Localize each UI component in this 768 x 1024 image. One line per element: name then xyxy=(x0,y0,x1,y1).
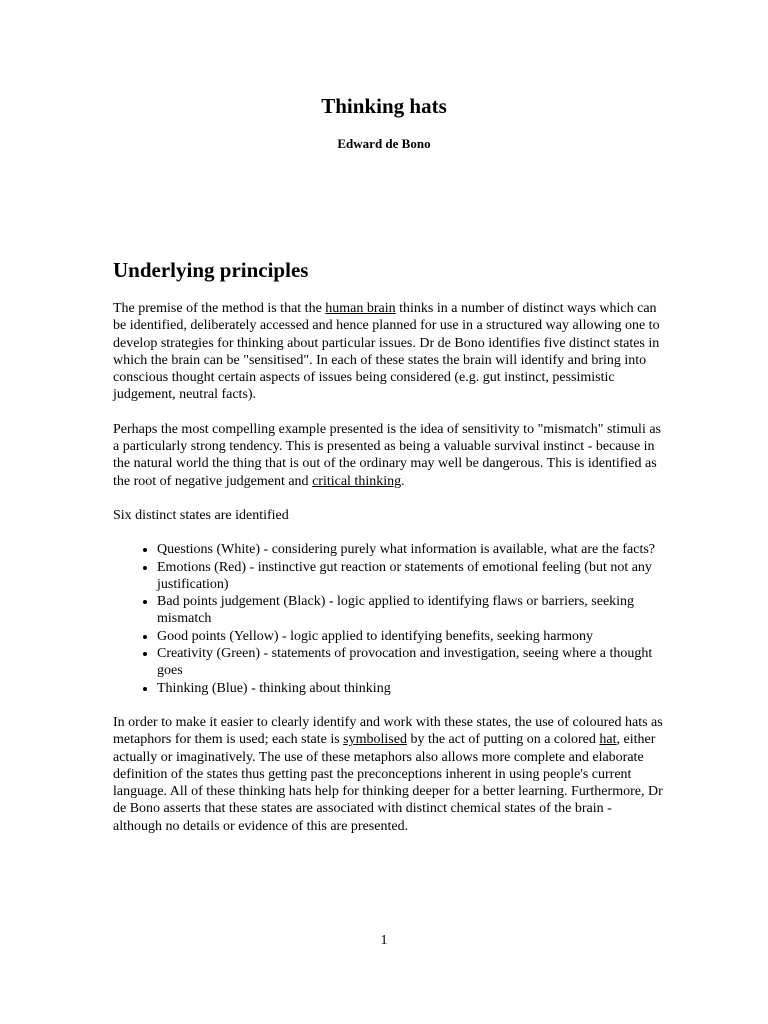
document-author: Edward de Bono xyxy=(337,136,431,151)
list-item: • Creativity (Green) - statements of provocation and investigation, seeing where a thought goes xyxy=(157,645,663,680)
link-critical-thinking[interactable]: critical thinking xyxy=(312,473,402,489)
paragraph-mismatch: Perhaps the most compelling example presented is the idea of sensitivity to "mismatch" stimuli as a particularly strong tendency. This is presented as being a valuable survival instinct - because in the natural world the thing that is out of the ordinary may well be dangerous. This is identified as the root of negative judgement and critical thinking. xyxy=(113,421,661,489)
paragraph-premise: The premise of the method is that the human brain thinks in a number of distinct ways which can be identified, deliberately accessed and hence planned for use in a structured way allowing one to develop strategies for thinking about particular issues. Dr de Bono identifies five distinct states in which the brain can be "sensitised". In each of these states the brain will identify and bring into conscious thought certain aspects of issues being considered (e.g. gut instinct, pessimistic judgement, neutral facts). xyxy=(113,301,660,403)
list-item: • Questions (White) - considering purely what information is available, what are the facts? xyxy=(157,541,663,558)
section-heading: Underlying principles xyxy=(113,258,309,282)
page-number: 1 xyxy=(380,933,388,948)
list-item: • Bad points judgement (Black) - logic applied to identifying flaws or barriers, seeking mismatch xyxy=(157,593,663,628)
states-list xyxy=(113,541,663,697)
list-item: • Emotions (Red) - instinctive gut reaction or statements of emotional feeling (but not any justification) xyxy=(157,559,663,594)
paragraph-states-intro: Six distinct states are identified xyxy=(113,507,289,523)
list-item: • Good points (Yellow) - logic applied to identifying benefits, seeking harmony xyxy=(157,628,663,645)
paragraph-hats: In order to make it easier to clearly identify and work with these states, the use of coloured hats as metaphors for them is used; each state is symbolised by the act of putting on a colored hat, either actually or imaginatively. The use of these metaphors also allows more complete and elaborate definition of the states thus getting past the preconceptions inherent in using people's current language. All of these thinking hats help for thinking deeper for a better learning. Furthermore, Dr de Bono asserts that these states are associated with distinct chemical states of the brain - although no details or evidence of this are presented. xyxy=(113,714,663,834)
link-hat[interactable]: hat xyxy=(599,732,617,748)
link-human-brain[interactable]: human brain xyxy=(325,301,396,316)
document-body xyxy=(113,300,663,852)
link-symbolised[interactable]: symbolised xyxy=(343,732,407,748)
document-title: Thinking hats xyxy=(321,94,447,118)
list-item: • Thinking (Blue) - thinking about thinking xyxy=(157,680,663,697)
